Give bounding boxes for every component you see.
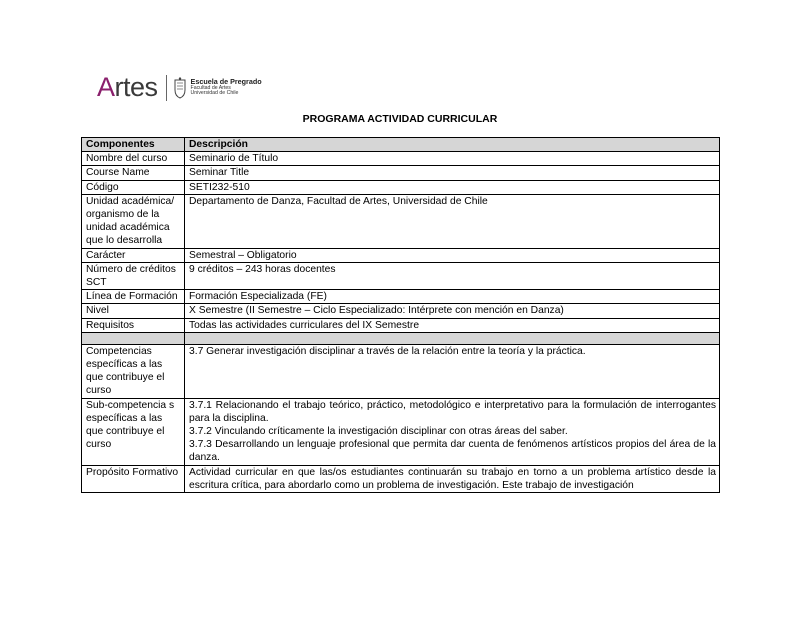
row-value: 9 créditos – 243 horas docentes <box>185 262 720 289</box>
table-row <box>82 304 720 318</box>
row-value: Semestral – Obligatorio <box>185 248 720 262</box>
curriculum-table <box>81 137 720 493</box>
logo-line-1: Escuela de Pregrado <box>190 77 262 87</box>
row-label: Requisitos <box>82 318 185 332</box>
table-row <box>82 166 720 180</box>
row-label: Nombre del curso <box>82 152 185 166</box>
divider-cell <box>82 332 185 344</box>
table-row <box>82 152 720 166</box>
table-row <box>82 398 720 465</box>
table-row <box>82 194 720 248</box>
table-header-row <box>82 138 720 152</box>
table-row <box>82 180 720 194</box>
table-row <box>82 248 720 262</box>
table-row <box>82 262 720 289</box>
row-label: Línea de Formación <box>82 290 185 304</box>
row-value: Formación Especializada (FE) <box>185 290 720 304</box>
logo-text-block <box>191 78 262 96</box>
university-seal-icon <box>173 77 187 99</box>
row-label: Carácter <box>82 248 185 262</box>
header-description: Descripción <box>185 138 720 152</box>
subcompetencia-item: 3.7.2 Vinculando críticamente la investigación disciplinar con otras áreas del saber. <box>189 426 568 438</box>
row-label: Código <box>82 180 185 194</box>
subcompetencias-label: Sub-competencia s específicas a las que contribuye el curso <box>82 398 185 465</box>
subcompetencias-value <box>185 398 720 465</box>
header-components: Componentes <box>82 138 185 152</box>
competencias-value: 3.7 Generar investigación disciplinar a través de la relación entre la teoría y la práctica. <box>185 344 720 398</box>
document-title: PROGRAMA ACTIVIDAD CURRICULAR <box>302 113 498 125</box>
row-label: Course Name <box>82 166 185 180</box>
logo-line-3: Universidad de Chile <box>190 90 239 97</box>
row-value: SETI232-510 <box>185 180 720 194</box>
logo-line-2: Facultad de Artes <box>190 84 231 91</box>
proposito-value: Actividad curricular en que las/os estudiantes continuarán su trabajo en torno a un problema artístico desde la escritura crítica, para abordarlo como un problema de investigación. Este trabajo de investigación <box>185 465 720 492</box>
row-label: Unidad académica/ organismo de la unidad académica que lo desarrolla <box>82 194 185 248</box>
subcompetencia-item: 3.7.3 Desarrollando un lenguaje profesional que permita dar cuenta de fenómenos artísticos propios del área de la danza. <box>189 439 716 464</box>
row-label: Nivel <box>82 304 185 318</box>
section-divider-row <box>82 332 720 344</box>
row-label: Número de créditos SCT <box>82 262 185 289</box>
row-value: Todas las actividades curriculares del IX Semestre <box>185 318 720 332</box>
logo-wordmark: Artes <box>97 72 158 102</box>
divider-cell <box>185 332 720 344</box>
proposito-label: Propósito Formativo <box>82 465 185 492</box>
table-row <box>82 465 720 492</box>
row-value: Departamento de Danza, Facultad de Artes, Universidad de Chile <box>185 194 720 248</box>
competencias-label: Competencias específicas a las que contribuye el curso <box>82 344 185 398</box>
subcompetencia-item: 3.7.1 Relacionando el trabajo teórico, práctico, metodológico e interpretativo para la formulación de interrogantes para la disciplina. <box>189 399 716 424</box>
row-value: Seminar Title <box>185 166 720 180</box>
table-row <box>82 318 720 332</box>
table-row <box>82 290 720 304</box>
table-row <box>82 344 720 398</box>
logo-divider <box>166 75 167 101</box>
row-value: Seminario de Título <box>185 152 720 166</box>
institution-logo <box>97 74 262 101</box>
row-value: X Semestre (II Semestre – Ciclo Especializado: Intérprete con mención en Danza) <box>185 304 720 318</box>
